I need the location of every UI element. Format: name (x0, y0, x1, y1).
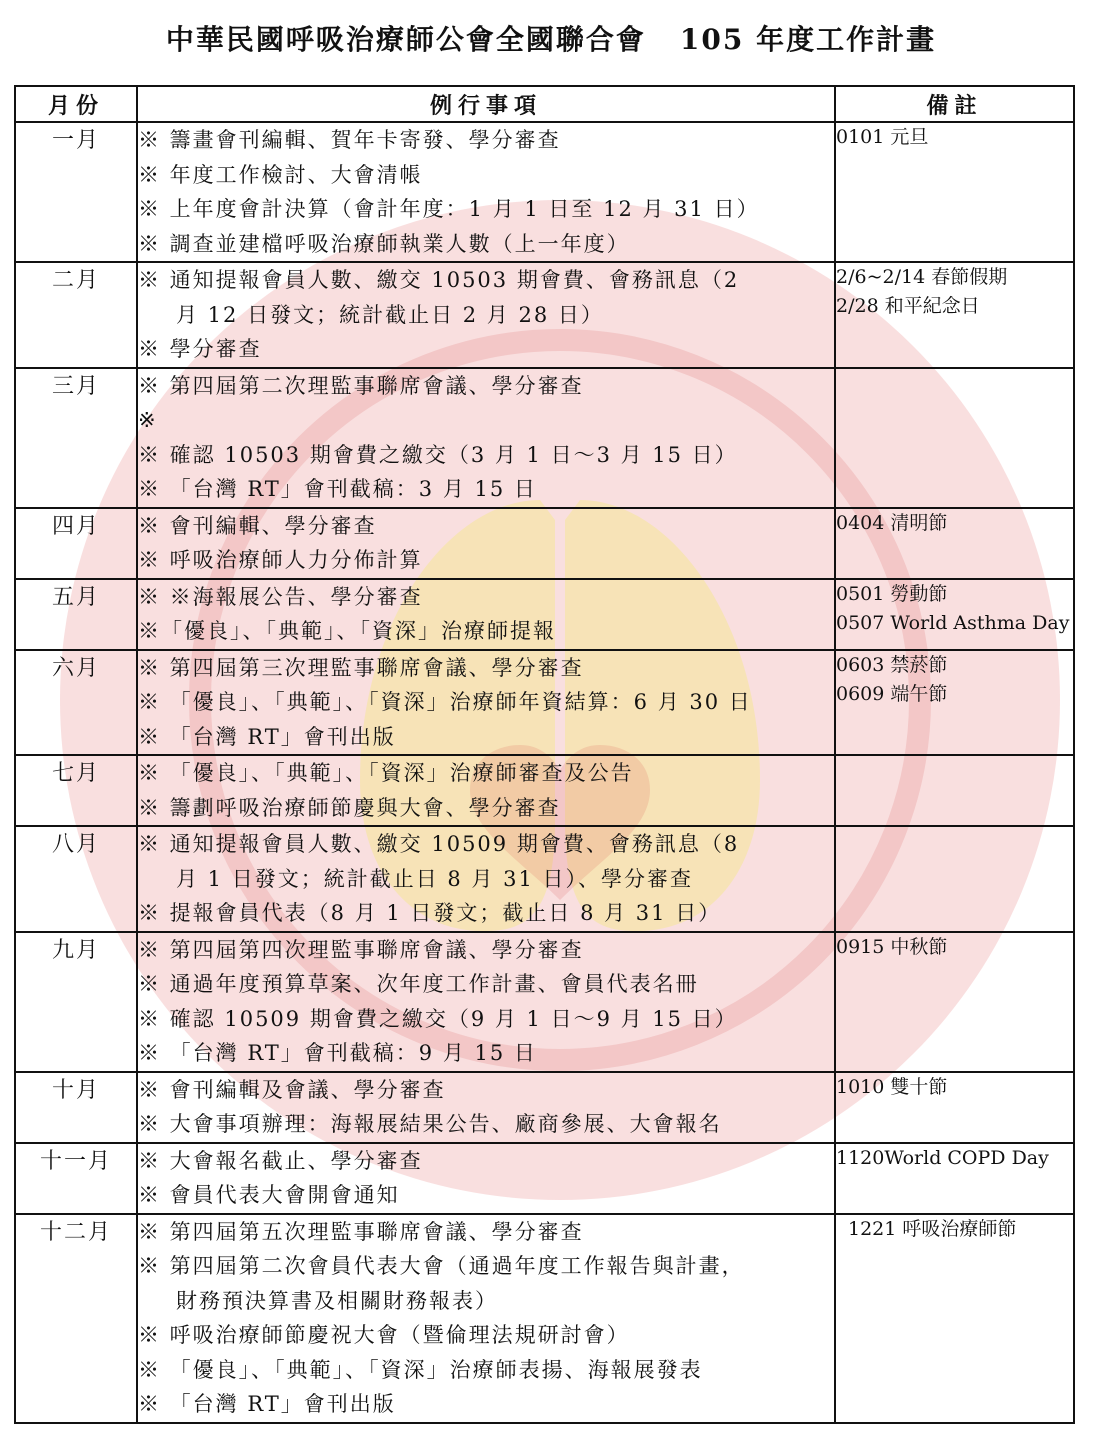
routine-item: ※ 通知提報會員人數、繳交 10503 期會費、會務訊息（2 (138, 268, 740, 292)
routine-item: ※ 大會報名截止、學分審查 (138, 1148, 423, 1173)
table-row (15, 262, 1074, 368)
note-item: 0609 端午節 (836, 682, 948, 705)
note-item: 0404 清明節 (836, 511, 948, 534)
month-cell: 十一月 (15, 1143, 137, 1214)
routine-item: ※「優良」、「典範」、「資深」治療師提報 (138, 619, 556, 643)
note-item: 0603 禁菸節 (836, 653, 948, 676)
routine-item: ※ 會刊編輯、學分審查 (138, 513, 377, 538)
routine-item: ※ 第四屆第四次理監事聯席會議、學分審查 (138, 937, 584, 962)
table-row (15, 368, 1074, 508)
routine-cell (137, 122, 835, 262)
routine-item: ※ 通過年度預算草案、次年度工作計畫、會員代表名冊 (138, 972, 699, 996)
note-item: 1010 雙十節 (836, 1075, 948, 1098)
routine-item: ※ 調查並建檔呼吸治療師執業人數（上一年度） (138, 231, 630, 256)
table-row (15, 650, 1074, 756)
table-row (15, 1214, 1074, 1423)
routine-item: ※ 大會事項辦理：海報展結果公告、廠商參展、大會報名 (138, 1112, 722, 1136)
routine-item: ※ 「台灣 RT」會刊出版 (138, 1392, 396, 1416)
table-row (15, 508, 1074, 579)
note-item: 0915 中秋節 (836, 935, 948, 958)
note-item: 0501 勞動節 (836, 582, 948, 605)
routine-item-continued: 月 1 日發文；統計截止日 8 月 31 日）、學分審查 (176, 866, 693, 891)
month-cell: 二月 (15, 262, 137, 368)
routine-item: ※ 第四屆第二次會員代表大會（通過年度工作報告與計畫， (138, 1254, 745, 1278)
notes-cell (835, 826, 1074, 932)
notes-cell (835, 262, 1074, 368)
routine-cell (137, 579, 835, 650)
table-row (15, 826, 1074, 932)
routine-item: ※ 會員代表大會開會通知 (138, 1183, 400, 1207)
table-row (15, 122, 1074, 262)
routine-item: ※ 籌畫會刊編輯、賀年卡寄發、學分審查 (138, 128, 561, 152)
routine-cell (137, 932, 835, 1072)
routine-cell (137, 1072, 835, 1143)
table-row (15, 1072, 1074, 1143)
header-month: 月份 (15, 86, 137, 122)
plan-year-title: 105 年度工作計畫 (679, 23, 937, 56)
month-cell: 三月 (15, 368, 137, 508)
notes-cell (835, 579, 1074, 650)
routine-cell (137, 368, 835, 508)
routine-item: ※ 通知提報會員人數、繳交 10509 期會費、會務訊息（8 (138, 832, 740, 856)
month-cell: 七月 (15, 755, 137, 826)
header-notes: 備註 (835, 86, 1074, 122)
routine-cell (137, 826, 835, 932)
header-routine: 例行事項 (137, 86, 835, 122)
notes-cell (835, 368, 1074, 508)
routine-item: ※ 「台灣 RT」會刊截稿：9 月 15 日 (138, 1041, 537, 1065)
routine-item: ※ 提報會員代表（8 月 1 日發文；截止日 8 月 31 日） (138, 901, 722, 925)
routine-cell (137, 650, 835, 756)
routine-item: ※ 「台灣 RT」會刊出版 (138, 724, 396, 749)
routine-item-continued: 月 12 日發文；統計截止日 2 月 28 日） (176, 302, 604, 327)
note-item: 0101 元旦 (836, 126, 929, 148)
notes-cell (835, 122, 1074, 262)
note-item: 1120World COPD Day (836, 1146, 1049, 1169)
table-row (15, 932, 1074, 1072)
routine-item: ※ 呼吸治療師節慶祝大會（暨倫理法規研討會） (138, 1323, 630, 1347)
table-row (15, 1143, 1074, 1214)
routine-item: ※ 「優良」、「典範」、「資深」治療師年資結算：6 月 30 日 (138, 690, 752, 714)
month-cell: 四月 (15, 508, 137, 579)
page-title (0, 18, 1102, 58)
month-cell: 八月 (15, 826, 137, 932)
routine-item: ※ 「台灣 RT」會刊截稿：3 月 15 日 (138, 477, 537, 501)
notes-cell (835, 650, 1074, 756)
association-name: 中華民國呼吸治療師公會全國聯合會 (165, 23, 646, 56)
routine-item: ※ (138, 408, 158, 432)
notes-cell (835, 508, 1074, 579)
notes-cell (835, 755, 1074, 826)
routine-cell (137, 755, 835, 826)
routine-item: ※ 學分審查 (138, 337, 262, 361)
routine-item: ※ 「優良」、「典範」、「資深」治療師表揚、海報展發表 (138, 1357, 703, 1382)
routine-item: ※ 「優良」、「典範」、「資深」治療師審查及公告 (138, 761, 634, 785)
table-row (15, 579, 1074, 650)
notes-cell (835, 1143, 1074, 1214)
notes-cell (835, 1072, 1074, 1143)
routine-item: ※ 上年度會計決算（會計年度：1 月 1 日至 12 月 31 日） (138, 197, 760, 221)
work-plan-table (14, 85, 1075, 1424)
note-item: 1221 呼吸治療師節 (848, 1217, 1017, 1240)
table-row (15, 755, 1074, 826)
routine-cell (137, 262, 835, 368)
month-cell: 五月 (15, 579, 137, 650)
notes-cell (835, 1214, 1074, 1423)
routine-item-continued: 財務預決算書及相關財務報表） (176, 1288, 498, 1313)
routine-item: ※ ※海報展公告、學分審查 (138, 584, 423, 609)
note-item: 0507 World Asthma Day (836, 611, 1070, 634)
note-item: 2/28 和平紀念日 (836, 295, 980, 317)
routine-cell (137, 1143, 835, 1214)
routine-item: ※ 年度工作檢討、大會清帳 (138, 162, 423, 187)
month-cell: 九月 (15, 932, 137, 1072)
routine-item: ※ 呼吸治療師人力分佈計算 (138, 548, 423, 572)
routine-cell (137, 1214, 835, 1423)
routine-item: ※ 確認 10503 期會費之繳交（3 月 1 日～3 月 15 日） (138, 442, 738, 467)
routine-item: ※ 第四屆第三次理監事聯席會議、學分審查 (138, 655, 584, 680)
month-cell: 十二月 (15, 1214, 137, 1423)
month-cell: 一月 (15, 122, 137, 262)
routine-item: ※ 第四屆第二次理監事聯席會議、學分審查 (138, 373, 584, 398)
month-cell: 六月 (15, 650, 137, 756)
routine-item: ※ 籌劃呼吸治療師節慶與大會、學分審查 (138, 795, 561, 820)
routine-item: ※ 第四屆第五次理監事聯席會議、學分審查 (138, 1219, 584, 1244)
notes-cell (835, 932, 1074, 1072)
routine-cell (137, 508, 835, 579)
routine-item: ※ 會刊編輯及會議、學分審查 (138, 1077, 446, 1102)
table-header-row (15, 86, 1074, 122)
routine-item: ※ 確認 10509 期會費之繳交（9 月 1 日～9 月 15 日） (138, 1006, 738, 1031)
note-item: 2/6~2/14 春節假期 (836, 266, 1008, 288)
month-cell: 十月 (15, 1072, 137, 1143)
